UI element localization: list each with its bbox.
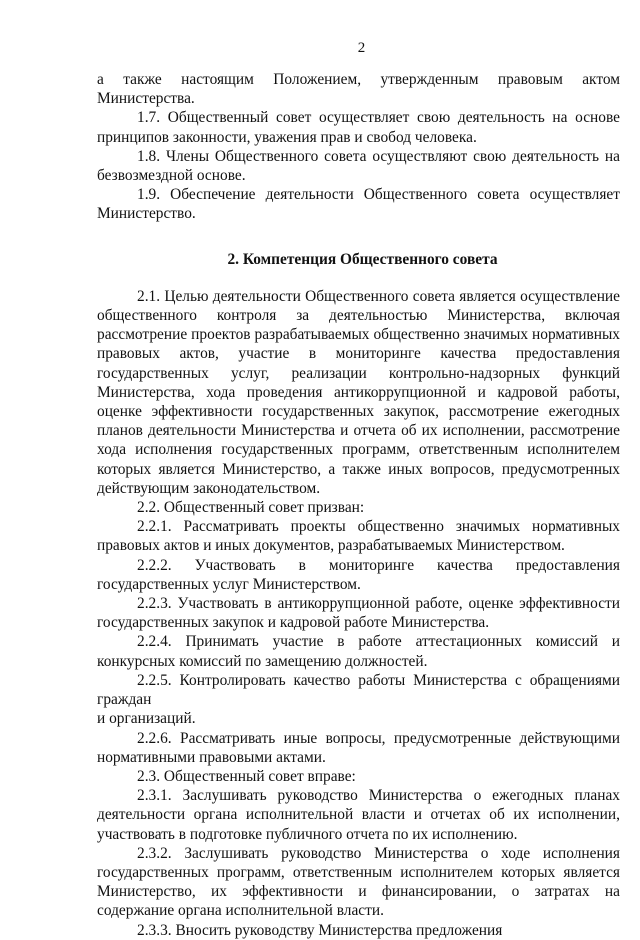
paragraph: а также настоящим Положением, утвержденным правовым актом Министерства. (97, 71, 620, 108)
paragraph: 2.1. Целью деятельности Общественного совета является осуществление общественного контроля за деятельностью Министерства, включая рассмотрение проектов разрабатываемых общественно значимых нормативных правовых актов, участие в мониторинге качества предоставления государственных услуг, реализации контрольно-надзорных функций Министерства, хода проведения антикоррупционной и кадровой работы, оценке эффективности государственных закупок, рассмотрение ежегодных планов деятельности Министерства и отчета об их исполнении, рассмотрение хода исполнения государственных программ, ответственным исполнителем которых является Министерство, а также иных вопросов, предусмотренных действующим законодательством. (97, 287, 620, 497)
paragraph: 2.2.5. Контролировать качество работы Министерства с обращениями граждан (97, 671, 620, 709)
page-number: 2 (357, 40, 366, 56)
paragraph: 1.9. Обеспечение деятельности Общественного совета осуществляет Министерство. (97, 186, 620, 223)
paragraph: 2.2.6. Рассматривать иные вопросы, предусмотренные действующими нормативными правовыми актами. (97, 729, 620, 766)
paragraph: 2.3. Общественный совет вправе: (137, 767, 356, 785)
paragraph: 1.8. Члены Общественного совета осуществляют свою деятельность на безвозмездной основе. (97, 147, 620, 185)
paragraph: 2.2.3. Участвовать в антикоррупционной работе, оценке эффективности государственных закупок и кадровой работе Министерства. (97, 595, 620, 632)
paragraph: 2.3.3. Вносить руководству Министерства предложения (137, 921, 503, 939)
paragraph: 2.2.2. Участвовать в мониторинге качества предоставления государственных услуг Министерством. (97, 556, 620, 593)
paragraph: 2.2.1. Рассматривать проекты общественно значимых нормативных правовых актов и иных документов, разрабатываемых Министерством. (97, 518, 620, 555)
document-body (97, 70, 620, 940)
paragraph: 2.2.4. Принимать участие в работе аттестационных комиссий и конкурсных комиссий по замещению должностей. (97, 633, 620, 670)
paragraph: и организаций. (97, 710, 196, 728)
paragraph: 2.3.2. Заслушивать руководство Министерства о ходе исполнения государственных программ, ответственным исполнителем которых является Министерство, их эффективности и финансировании, о затратах на содержание органа исполнительной власти. (97, 844, 620, 920)
paragraph: 2.3.1. Заслушивать руководство Министерства о ежегодных планах деятельности органа исполнительной власти и отчетах об их исполнении, участвовать в подготовке публичного отчета по их исполнению. (97, 787, 620, 843)
paragraph: 2.2. Общественный совет призван: (137, 499, 365, 517)
section-heading: 2. Компетенция Общественного совета (227, 250, 498, 268)
paragraph: 1.7. Общественный совет осуществляет свою деятельность на основе принципов законности, уважения прав и свобод человека. (97, 109, 620, 146)
